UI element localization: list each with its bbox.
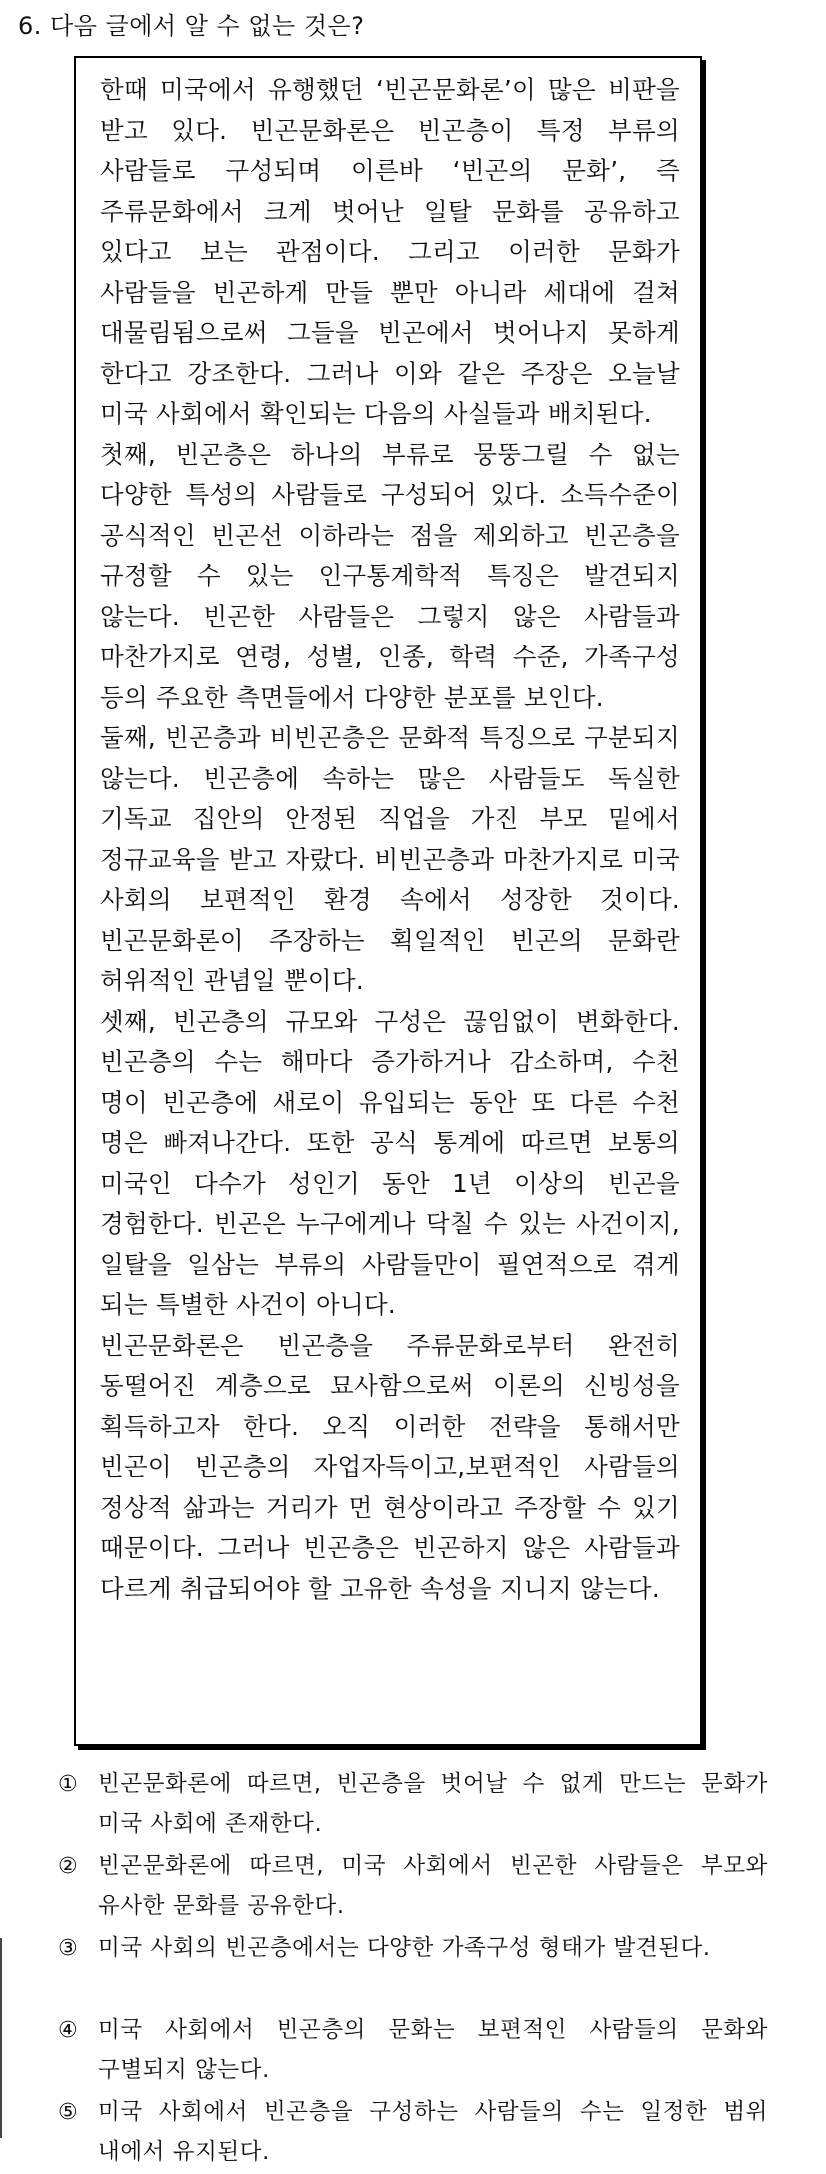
answer-options: [58, 1764, 768, 2174]
passage-paragraph-2: 첫째, 빈곤층은 하나의 부류로 뭉뚱그릴 수 없는 다양한 특성의 사람들로 구성되어 있다. 소득수준이 공식적인 빈곤선 이하라는 점을 제외하고 빈곤층을 규정할 수 있는 인구통계학적 특징은 발견되지 않는다. 빈곤한 사람들은 그렇지 않은 사람들과 마찬가지로 연령, 성별, 인종, 학력 수준, 가족구성 등의 주요한 측면들에서 다양한 분포를 보인다.: [100, 439, 680, 712]
option-number: ③: [58, 1936, 78, 1961]
question-text: 다음 글에서 알 수 없는 것은?: [50, 12, 365, 40]
page-margin-line: [0, 1938, 2, 2138]
passage-paragraph-1: 한때 미국에서 유행했던 ‘빈곤문화론’이 많은 비판을 받고 있다. 빈곤문화론은 빈곤층이 특정 부류의 사람들로 구성되며 이른바 ‘빈곤의 문화’, 즉 주류문화에서 크게 벗어난 일탈 문화를 공유하고 있다고 보는 관점이다. 그리고 이러한 문화가 사람들을 빈곤하게 만들 뿐만 아니라 세대에 걸쳐 대물림됨으로써 그들을 빈곤에서 벗어나지 못하게 한다고 강조한다. 그러나 이와 같은 주장은 오늘날 미국 사회에서 확인되는 다음의 사실들과 배치된다.: [100, 75, 680, 428]
passage-paragraph-3: 둘째, 빈곤층과 비빈곤층은 문화적 특징으로 구분되지 않는다. 빈곤층에 속하는 많은 사람들도 독실한 기독교 집안의 안정된 직업을 가진 부모 밑에서 정규교육을 받고 자랐다. 비빈곤층과 마찬가지로 미국 사회의 보편적인 환경 속에서 성장한 것이다. 빈곤문화론이 주장하는 획일적인 빈곤의 문화란 허위적인 관념일 뿐이다.: [100, 723, 680, 995]
question-header: [18, 6, 364, 41]
question-number: 6.: [18, 12, 42, 40]
option-number: ②: [58, 1854, 78, 1879]
passage-paragraph-5: 빈곤문화론은 빈곤층을 주류문화로부터 완전히 동떨어진 계층으로 묘사함으로써 이론의 신빙성을 획득하고자 한다. 오직 이러한 전략을 통해서만 빈곤이 빈곤층의 자업자득이고,보편적인 사람들의 정상적 삶과는 거리가 먼 현상이라고 주장할 수 있기 때문이다. 그러나 빈곤층은 빈곤하지 않은 사람들과 다르게 취급되어야 할 고유한 속성을 지니지 않는다.: [100, 1330, 680, 1603]
option-text: 미국 사회의 빈곤층에서는 다양한 가족구성 형태가 발견된다.: [98, 1935, 711, 1961]
option-number: ④: [58, 2018, 78, 2043]
option-number: ⑤: [58, 2100, 78, 2125]
option-text: 빈곤문화론에 따르면, 빈곤층을 벗어날 수 없게 만드는 문화가 미국 사회에 존재한다.: [98, 1771, 768, 1837]
passage-text: [100, 70, 680, 1609]
answer-option-5[interactable]: [58, 2092, 768, 2174]
answer-option-4[interactable]: [58, 2010, 768, 2092]
option-text: 빈곤문화론에 따르면, 미국 사회에서 빈곤한 사람들은 부모와 유사한 문화를 공유한다.: [98, 1853, 768, 1919]
answer-option-3[interactable]: [58, 1928, 768, 2010]
option-number: ①: [58, 1772, 78, 1797]
answer-option-1[interactable]: [58, 1764, 768, 1846]
passage-paragraph-4: 셋째, 빈곤층의 규모와 구성은 끊임없이 변화한다. 빈곤층의 수는 해마다 증가하거나 감소하며, 수천 명이 빈곤층에 새로이 유입되는 동안 또 다른 수천 명은 빠져나간다. 또한 공식 통계에 따르면 보통의 미국인 다수가 성인기 동안 1년 이상의 빈곤을 경험한다. 빈곤은 누구에게나 닥칠 수 있는 사건이지, 일탈을 일삼는 부류의 사람들만이 필연적으로 겪게 되는 특별한 사건이 아니다.: [100, 1006, 680, 1319]
option-text: 미국 사회에서 빈곤층을 구성하는 사람들의 수는 일정한 범위 내에서 유지된다.: [98, 2099, 768, 2165]
passage-box: [74, 56, 702, 1746]
answer-option-2[interactable]: [58, 1846, 768, 1928]
option-text: 미국 사회에서 빈곤층의 문화는 보편적인 사람들의 문화와 구별되지 않는다.: [98, 2017, 768, 2083]
